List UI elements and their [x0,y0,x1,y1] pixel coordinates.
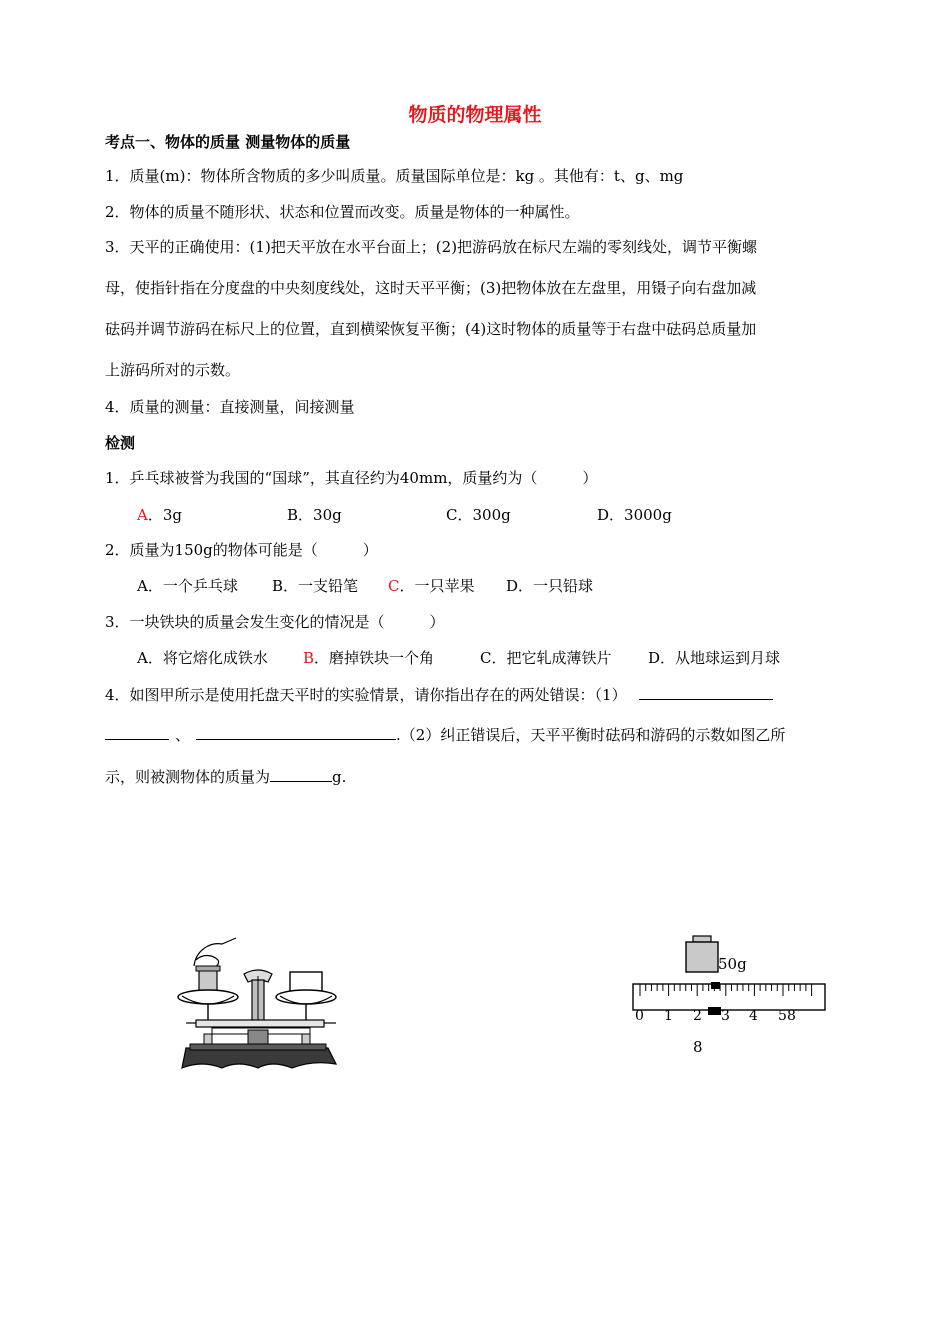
q1-option-d: D．3000g [597,506,672,524]
answer-blank-mass[interactable] [270,767,332,782]
q2-option-a: A．一个乒乓球 [137,577,238,595]
answer-blank-1a[interactable] [639,685,773,700]
q1-option-c: C．300g [446,506,511,524]
answer-blank-1b[interactable] [105,725,169,740]
point-1: 1．质量(m)：物体所含物质的多少叫质量。质量国际单位是：kg 。其他有：t、g、mg [105,167,684,185]
point-3-line-1: 3．天平的正确使用：(1)把天平放在水平台面上；(2)把游码放在标尺左端的零刻线处，调节平衡螺 [105,238,758,256]
scale-ruler [633,984,825,1010]
page-title: 物质的物理属性 [408,104,542,126]
question-3: 3．一块铁块的质量会发生变化的情况是（ ） [105,613,445,631]
point-3-line-2: 母，使指针指在分度盘的中央刻度线处，这时天平平衡；(3)把物体放在左盘里，用镊子向右盘加减 [105,279,757,297]
rider-marker [708,1007,721,1015]
q2-answer-letter: C [388,577,400,595]
weight-knob [693,936,711,942]
test-heading: 检测 [105,434,136,452]
point-4: 4．质量的测量：直接测量，间接测量 [105,398,355,416]
weight-50g [686,942,718,972]
q3-option-d: D．从地球运到月球 [648,649,781,667]
q3-option-a: A．将它熔化成铁水 [137,649,268,667]
scale-label-0: 0 [635,1008,644,1024]
question-2: 2．质量为150g的物体可能是（ ） [105,541,378,559]
q2-option-c: C．一只苹果 [388,577,475,595]
answer-blank-2[interactable] [196,725,396,740]
figure-scale-reading [620,930,835,1060]
scale-label-3: 3 [721,1008,730,1024]
scale-end-label: 8 [787,1008,796,1024]
scale-label-2: 2 [693,1008,702,1024]
question-4-line-1: 4．如图甲所示是使用托盘天平时的实验情景，请你指出存在的两处错误：（1） [105,684,773,705]
q3-option-b: B．磨掉铁块一个角 [303,649,435,667]
q2-option-d: D．一只铅球 [506,577,594,595]
point-3-line-4: 上游码所对的示数。 [105,361,241,379]
q3-option-c: C．把它轧成薄铁片 [480,649,612,667]
rider-top [711,982,720,989]
figure-balance-illustration [172,936,342,1078]
weight-label: 50g [718,955,747,973]
q2-option-b: B．一支铅笔 [272,577,359,595]
question-1: 1．乒乓球被誉为我国的“国球”，其直径约为40mm，质量约为（ ） [105,469,598,487]
q3-answer-letter: B [303,649,315,667]
q1-answer-letter: A [137,506,148,524]
question-4-line-3: 示，则被测物体的质量为 g. [105,768,347,786]
scale-label-5: 5 [778,1008,787,1024]
scale-label-4: 4 [749,1008,758,1024]
point-3-line-3: 砝码并调节游码在标尺上的位置，直到横梁恢复平衡；(4)这时物体的质量等于右盘中砝码总质量加 [105,320,757,338]
question-4-line-2: 、 .（2）纠正错误后，天平平衡时砝码和游码的示数如图乙所 [105,724,785,745]
point-2: 2．物体的质量不随形状、状态和位置而改变。质量是物体的一种属性。 [105,203,580,221]
section-heading: 考点一、物体的质量 测量物体的质量 [105,133,351,151]
q1-option-b: B．30g [287,506,342,524]
q1-option-a: A．3g [137,506,182,524]
figure-below-label: 8 [693,1038,703,1056]
scale-label-1: 1 [664,1008,673,1024]
